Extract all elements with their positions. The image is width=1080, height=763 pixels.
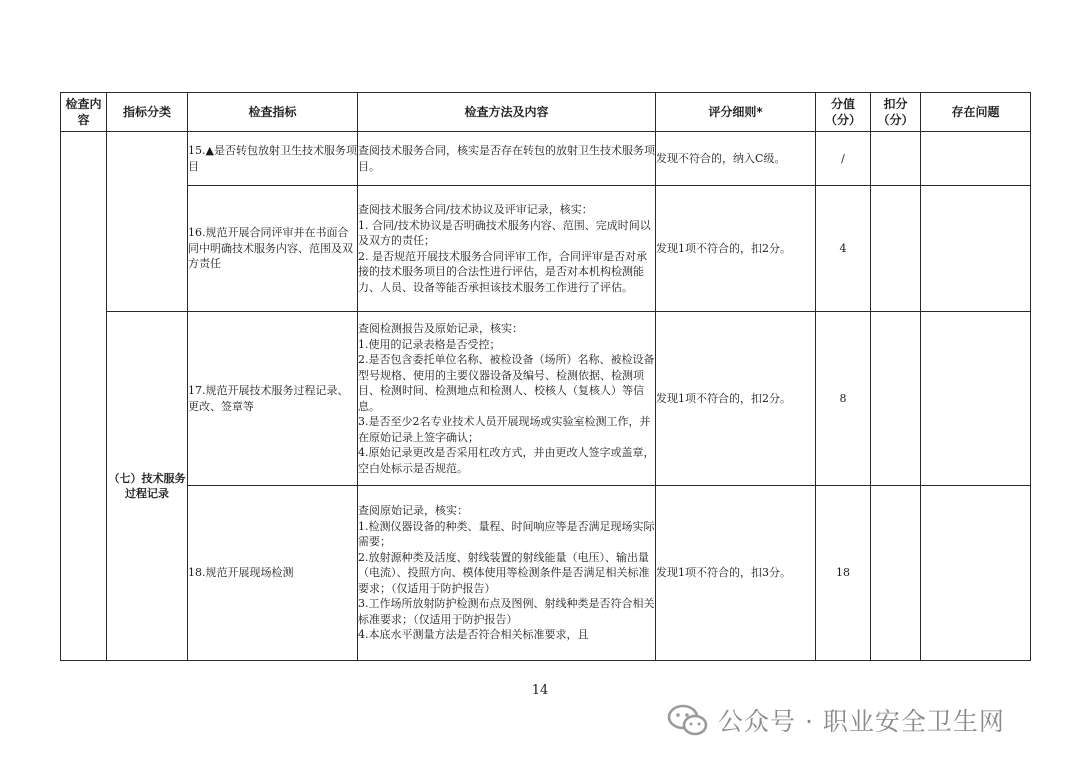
header-indicator-category: 指标分类 [107, 93, 188, 132]
method-line: 查阅检测报告及原始记录，核实： [358, 322, 523, 335]
header-issues: 存在问题 [921, 93, 1031, 132]
header-check-method: 检查方法及内容 [358, 93, 656, 132]
indicator-cell: 18.规范开展现场检测 [188, 486, 358, 661]
deduction-cell [871, 186, 921, 312]
deduction-cell [871, 312, 921, 486]
method-line: 查阅技术服务合同，核实是否存在转包的放射卫生技术服务项目。 [358, 144, 655, 173]
method-line: 3.是否至少2名专业技术人员开展现场或实验室检测工作，并在原始记录上签字确认； [358, 415, 651, 444]
method-cell [358, 312, 656, 486]
header-score-value: 分值（分） [816, 93, 871, 132]
table-row [61, 312, 1031, 486]
method-line: 4.本底水平测量方法是否符合相关标准要求，且 [358, 628, 589, 642]
method-line: 查阅原始记录，核实： [358, 504, 468, 518]
issues-cell [921, 486, 1031, 661]
method-line: 1.检测仪器设备的种类、量程、时间响应等是否满足现场实际需要； [358, 519, 655, 549]
issues-cell [921, 132, 1031, 186]
method-line: 2. 是否规范开展技术服务合同评审工作，合同评审是否对承接的技术服务项目的合法性进行评估，是否对本机构检测能力、人员、设备等能否承担该技术服务工作进行了评估。 [358, 249, 647, 294]
watermark-text: 公众号 · 职业安全卫生网 [718, 707, 1005, 736]
issues-cell [921, 186, 1031, 312]
table-row [61, 486, 1031, 661]
wechat-icon [666, 703, 710, 737]
rule-cell: 发现1项不符合的，扣3分。 [656, 486, 816, 661]
indicator-cell: 16.规范开展合同评审并在书面合同中明确技术服务内容、范围及双方责任 [188, 186, 358, 312]
indicator-cell: 17.规范开展技术服务过程记录、更改、签章等 [188, 312, 358, 486]
rule-cell: 发现1项不符合的，扣2分。 [656, 186, 816, 312]
method-line: 查阅技术服务合同/技术协议及评审记录，核实： [358, 203, 593, 216]
method-cell [358, 486, 656, 661]
watermark [666, 700, 1056, 740]
score-cell: 4 [816, 186, 871, 312]
rule-cell: 发现1项不符合的，扣2分。 [656, 312, 816, 486]
score-cell: / [816, 132, 871, 186]
issues-cell [921, 312, 1031, 486]
rule-cell: 发现不符合的，纳入C级。 [656, 132, 816, 186]
category-cell-continued [107, 132, 188, 312]
score-cell: 8 [816, 312, 871, 486]
table-row [61, 186, 1031, 312]
page-number: 14 [531, 683, 549, 698]
check-content-cell [61, 132, 107, 661]
method-line: 2.放射源种类及活度、射线装置的射线能量（电压）、输出量（电流）、投照方向、模体使用等检测条件是否满足相关标准要求；（仅适用于防护报告） [358, 550, 650, 595]
method-line: 1. 合同/技术协议是否明确技术服务内容、范围、完成时间以及双方的责任； [358, 218, 651, 247]
method-line: 3.工作场所放射防护检测布点及图例、射线种类是否符合相关标准要求；（仅适用于防护报告） [358, 597, 655, 626]
method-cell [358, 186, 656, 312]
deduction-cell [871, 486, 921, 661]
indicator-cell: 15.▲是否转包放射卫生技术服务项目 [188, 132, 358, 186]
header-check-indicator: 检查指标 [188, 93, 358, 132]
inspection-table [60, 92, 1031, 661]
header-row [61, 93, 1031, 132]
deduction-cell [871, 132, 921, 186]
method-line: 4.原始记录更改是否采用杠改方式，并由更改人签字或盖章，空白处标示是否规范。 [358, 446, 655, 475]
method-cell [358, 132, 656, 186]
header-check-content: 检查内容 [61, 93, 107, 132]
method-line: 1.使用的记录表格是否受控； [358, 337, 501, 351]
score-cell: 18 [816, 486, 871, 661]
header-scoring-rules: 评分细则* [656, 93, 816, 132]
category-technical-service-records: （七）技术服务过程记录 [107, 312, 188, 661]
table-row [61, 132, 1031, 186]
method-line: 2.是否包含委托单位名称、被检设备（场所）名称、被检设备型号规格、使用的主要仪器设备及编号、检测依据、检测项目、检测时间、检测地点和检测人、校核人（复核人）等信息。 [358, 353, 655, 413]
header-deduction: 扣分（分） [871, 93, 921, 132]
